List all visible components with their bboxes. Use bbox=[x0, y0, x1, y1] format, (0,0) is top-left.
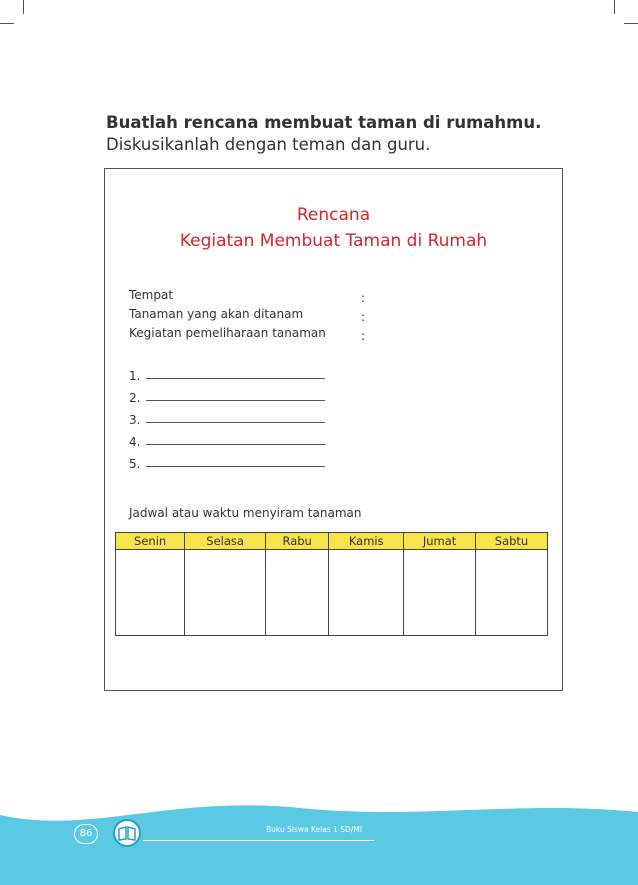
numbered-list bbox=[129, 367, 325, 477]
instructions bbox=[106, 112, 541, 156]
table-cell bbox=[116, 550, 185, 636]
table-header-row bbox=[116, 533, 548, 550]
schedule-label: Jadwal atau waktu menyiram tanaman bbox=[129, 506, 362, 520]
list-number: 5. bbox=[129, 457, 141, 471]
blank-line bbox=[146, 433, 325, 445]
blank-line bbox=[146, 389, 325, 401]
field-row-place bbox=[129, 287, 371, 306]
day-header-kamis: Kamis bbox=[329, 533, 404, 550]
blank-line bbox=[146, 367, 325, 379]
day-header-sabtu: Sabtu bbox=[476, 533, 548, 550]
list-number: 1. bbox=[129, 369, 141, 383]
list-number: 2. bbox=[129, 391, 141, 405]
field-label: Kegiatan pemeliharaan tanaman bbox=[129, 326, 326, 340]
crop-mark bbox=[614, 0, 615, 14]
crop-mark bbox=[23, 0, 24, 14]
instruction-title: Buatlah rencana membuat taman di rumahmu. bbox=[106, 113, 542, 132]
list-number: 3. bbox=[129, 413, 141, 427]
field-colon: : bbox=[361, 310, 366, 324]
field-label: Tempat bbox=[129, 288, 174, 302]
table-cell bbox=[265, 550, 328, 636]
day-header-selasa: Selasa bbox=[185, 533, 266, 550]
list-item bbox=[129, 411, 325, 433]
table-cell bbox=[329, 550, 404, 636]
blank-line bbox=[146, 411, 325, 423]
field-row-maintenance bbox=[129, 325, 371, 344]
instruction-subtitle: Diskusikanlah dengan teman dan guru. bbox=[106, 135, 431, 154]
day-header-jumat: Jumat bbox=[404, 533, 476, 550]
plan-subtitle: Kegiatan Membuat Taman di Rumah bbox=[179, 231, 488, 251]
list-number: 4. bbox=[129, 435, 141, 449]
field-label: Tanaman yang akan ditanam bbox=[129, 307, 304, 321]
footer-line bbox=[143, 840, 374, 841]
table-cell bbox=[185, 550, 266, 636]
table-cell bbox=[476, 550, 548, 636]
table-cell bbox=[404, 550, 476, 636]
blank-line bbox=[146, 455, 325, 467]
field-row-plants bbox=[129, 306, 371, 325]
list-item bbox=[129, 389, 325, 411]
list-item bbox=[129, 367, 325, 389]
day-header-rabu: Rabu bbox=[265, 533, 328, 550]
list-item bbox=[129, 455, 325, 477]
wave-shape bbox=[0, 805, 638, 885]
book-icon bbox=[113, 819, 141, 847]
crop-mark bbox=[624, 23, 638, 24]
list-item bbox=[129, 433, 325, 455]
plan-title: Rencana bbox=[296, 205, 371, 225]
field-colon: : bbox=[361, 291, 366, 305]
watering-schedule-table bbox=[115, 532, 548, 636]
field-colon: : bbox=[361, 329, 366, 343]
day-header-senin: Senin bbox=[116, 533, 185, 550]
page-number: 86 bbox=[74, 824, 98, 844]
plan-box bbox=[104, 168, 563, 691]
table-row bbox=[116, 550, 548, 636]
book-title: Buku Siswa Kelas 1 SD/MI bbox=[266, 825, 363, 834]
plan-fields bbox=[129, 287, 371, 344]
crop-mark bbox=[0, 23, 14, 24]
